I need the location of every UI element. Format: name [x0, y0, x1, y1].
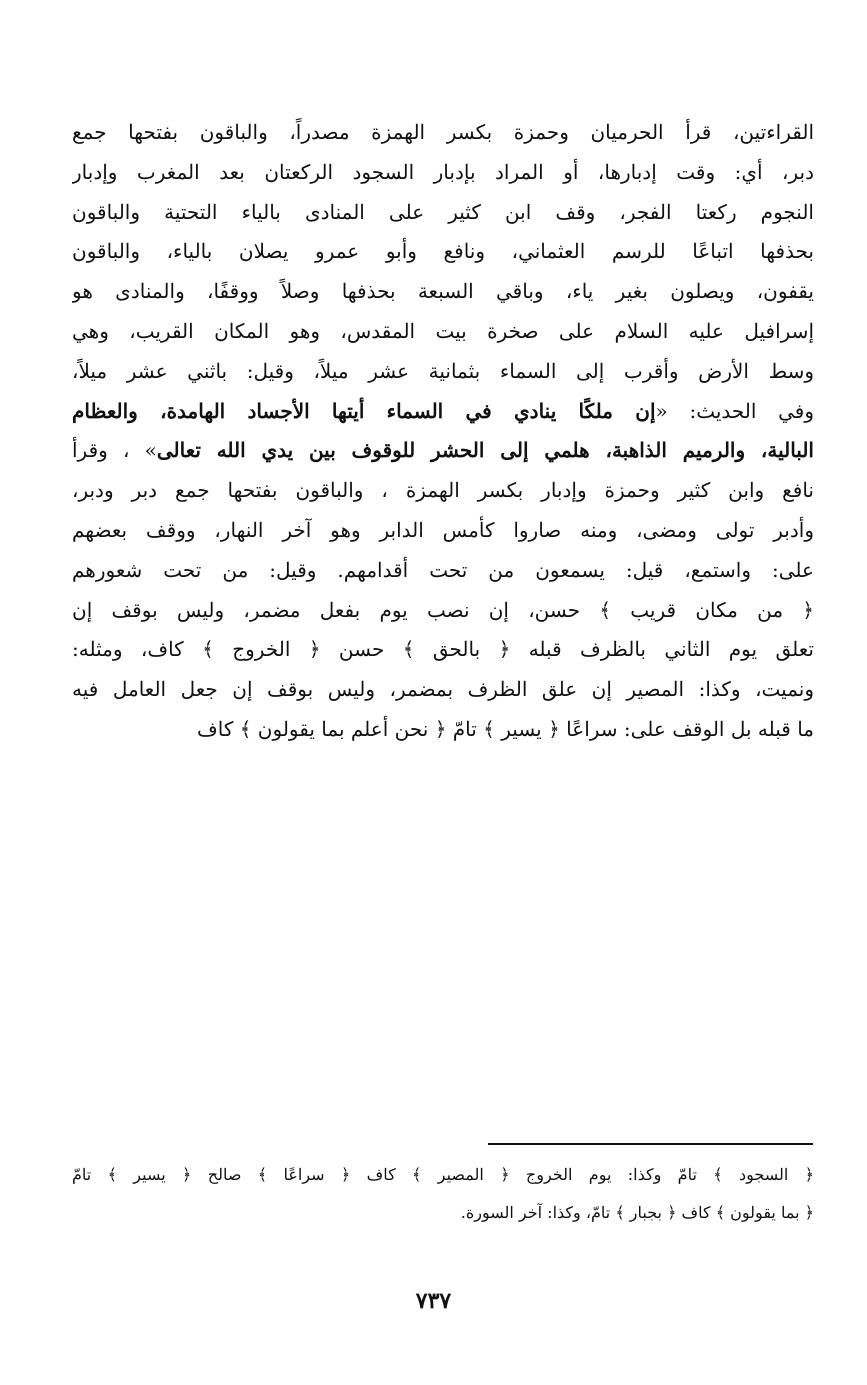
text-line-12: على: واستمع، قيل: يسمعون من تحت أقدامهم. وقيل: من تحت شعورهم	[72, 557, 814, 582]
text-line-15: ونميت، وكذا: المصير إن علق الظرف بمضمر، وليس بوقف إن جعل العامل فيه	[72, 677, 814, 702]
main-text-block	[72, 113, 814, 750]
text-line-1: القراءتين، قرأ الحرميان وحمزة بكسر الهمزة مصدراً، والباقون بفتحها جمع	[72, 120, 814, 144]
text-line-14: تعلق يوم الثاني بالظرف قبله ﴿ بالحق ﴾ حسن ﴿ الخروج ﴾ كاف، ومثله:	[72, 637, 814, 662]
text-line-9-hadith-end	[72, 431, 814, 471]
text-line-3: النجوم ركعتا الفجر، وقف ابن كثير على المنادى بالياء التحتية والباقون	[72, 199, 814, 224]
text-line-16: ما قبله بل الوقف على: سراعًا ﴿ يسير ﴾ تامّ ﴿ نحن أعلم بما يقولون ﴾ كاف	[197, 716, 814, 741]
footnotes-block	[72, 1156, 814, 1232]
footnote-separator	[488, 1143, 813, 1145]
page-number: ٧٣٧	[415, 1288, 452, 1314]
footnote-line-1: ﴿ السجود ﴾ تامّ وكذا: يوم الخروج ﴿ المصير ﴾ كاف ﴿ سراعًا ﴾ صالح ﴿ يسير ﴾ تامّ	[72, 1165, 814, 1184]
text-line-7: وسط الأرض وأقرب إلى السماء بثمانية عشر ميلاً، وقيل: باثني عشر ميلاً،	[72, 358, 814, 383]
text-line-10: نافع وابن كثير وحمزة وإدبار بكسر الهمزة ، والباقون بفتحها جمع دبر ودبر،	[72, 478, 814, 503]
text-line-6: إسرافيل عليه السلام على صخرة بيت المقدس، وهو المكان القريب، وهي	[72, 318, 814, 343]
text-line-13: ﴿ من مكان قريب ﴾ حسن، إن نصب يوم بفعل مضمر، وليس بوقف إن	[72, 597, 814, 622]
hadith-text-bold: إن ملكًا ينادي في السماء أيتها الأجساد الهامدة، والعظام	[72, 398, 656, 423]
text-line-11: وأدبر تولى ومضى، ومنه صاروا كأمس الدابر وهو آخر النهار، ووقف بعضهم	[72, 517, 814, 542]
text-line-2: دبر، أي: وقت إدبارها، أو المراد بإدبار السجود الركعتان بعد المغرب وإدبار	[72, 159, 814, 184]
text-line-8-hadith-start	[72, 392, 814, 432]
hadith-text-bold-continued: البالية، والرميم الذاهبة، هلمي إلى الحشر للوقوف بين يدي الله تعالى	[156, 438, 814, 463]
text-line-4: بحذفها اتباعًا للرسم العثماني، ونافع وأبو عمرو يصلان بالياء، والباقون	[72, 239, 814, 264]
text-line-5: يقفون، ويصلون بغير ياء، وباقي السبعة بحذفها وصلاً ووقفًا، والمنادى هو	[72, 279, 814, 304]
hadith-outro: » ، وقرأ	[72, 438, 157, 463]
hadith-intro: وفي الحديث: «	[655, 398, 814, 423]
footnote-line-2: ﴿ بما يقولون ﴾ كاف ﴿ بجبار ﴾ تامّ، وكذا: آخر السورة.	[460, 1203, 814, 1222]
